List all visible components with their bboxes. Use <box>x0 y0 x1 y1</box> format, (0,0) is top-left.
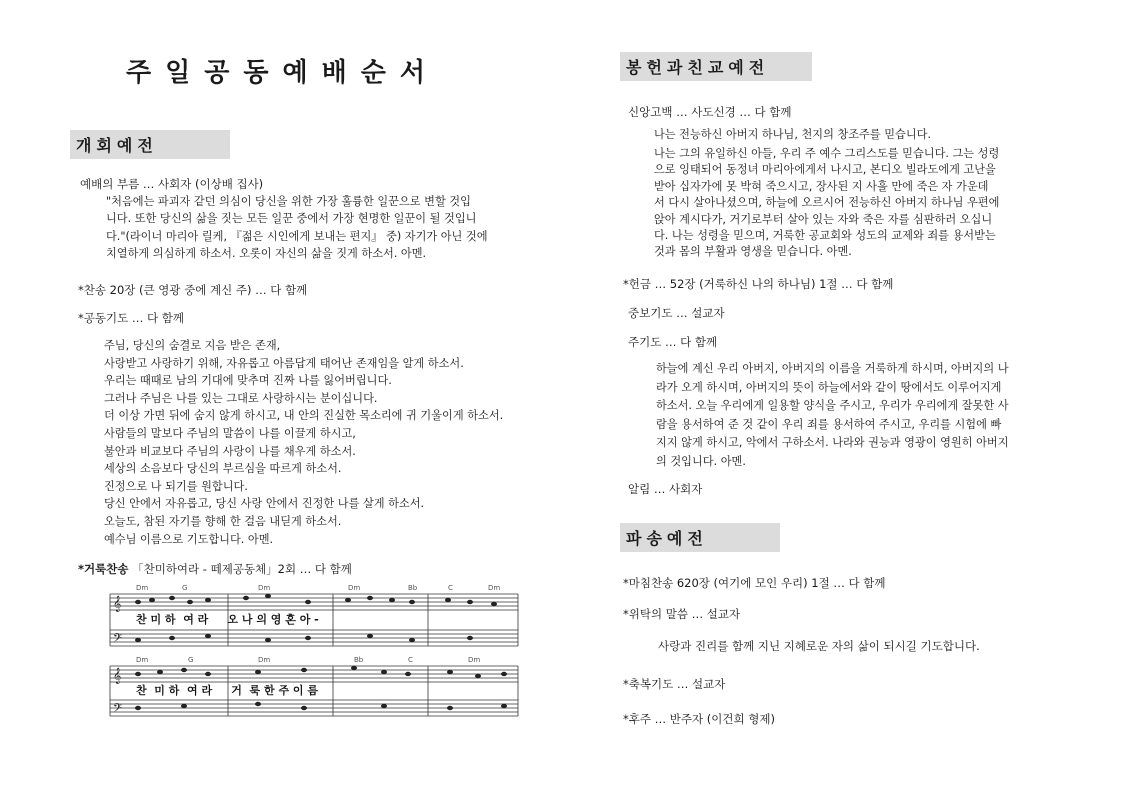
commission-item: *위탁의 말씀 … 설교자 <box>623 607 741 621</box>
benediction-item: *축복기도 … 설교자 <box>623 677 726 691</box>
text-line: 받아 십자가에 못 박혀 죽으시고, 장사된 지 사흘 만에 죽은 자 가운데 <box>654 179 989 193</box>
prayer-line: 그러나 주님은 나를 있는 그대로 사랑하시는 분이십니다. <box>104 391 378 405</box>
holy-hymn-detail: 「찬미하여라 - 떼제공동체」2회 … 다 함께 <box>132 562 352 576</box>
chord-label: Bb <box>354 656 364 664</box>
chord-label: G <box>188 656 194 664</box>
text-line: 으로 잉태되어 동정녀 마리아에게서 나시고, 본디오 빌라도에게 고난을 <box>654 163 996 177</box>
section-heading-opening: 개회예전 <box>70 130 230 159</box>
chord-label: C <box>408 656 413 664</box>
lords-prayer-text <box>656 360 1009 472</box>
prayer-line: 예수님 이름으로 기도합니다. 아멘. <box>104 532 274 546</box>
text-line: 하소서. 오늘 우리에게 일용할 양식을 주시고, 우리가 우리에게 잘못한 사 <box>656 399 1009 413</box>
text-line: 라가 오게 하시며, 아버지의 뜻이 하늘에서와 같이 땅에서도 이루어지게 <box>656 380 1002 394</box>
text-line: "처음에는 파괴자 같던 의심이 당신을 위한 가장 훌륭한 일꾼으로 변할 것입 <box>106 195 471 208</box>
chord-label: Dm <box>488 584 501 592</box>
prayer-line: 더 이상 가면 뒤에 숨지 않게 하시고, 내 안의 진실한 목소리에 귀 기울이게 하소서. <box>104 409 504 423</box>
music-score <box>108 580 520 722</box>
hymn-item: *찬송 20장 (큰 영광 중에 계신 주) … 다 함께 <box>78 283 308 297</box>
lyrics-line: 찬 미 하 여 라 거 룩 한 주 이 름 <box>136 684 318 697</box>
prayer-line: 주님, 당신의 숨결로 지음 받은 존재, <box>104 339 281 352</box>
call-to-worship-text <box>106 193 488 263</box>
chord-label: C <box>448 584 453 592</box>
bass-clef-icon: 𝄢 <box>113 702 123 718</box>
holy-hymn-label: *거룩찬송 <box>78 562 129 576</box>
text-line: 치열하게 의심하게 하소서. 오롯이 자신의 삶을 짓게 하소서. 아멘. <box>106 247 427 261</box>
text-line: 람을 용서하여 준 것 같이 우리 죄를 용서하여 주시고, 우리를 시험에 빠 <box>656 417 1002 431</box>
text-line: 다."(라이너 마리아 릴케, 『젊은 시인에게 보내는 편지』 중) 자기가 아닌 것에 <box>106 229 488 243</box>
closing-hymn-item: *마침찬송 620장 (여기에 모인 우리) 1절 … 다 함께 <box>623 576 886 590</box>
text-line: 하늘에 계신 우리 아버지, 아버지의 이름을 거룩하게 하시며, 아버지의 나 <box>656 362 1009 375</box>
text-line: 나는 전능하신 아버지 하나님, 천지의 창조주를 믿습니다. <box>654 128 932 141</box>
treble-clef-icon: 𝄞 <box>113 668 122 684</box>
offering-item: *헌금 … 52장 (거룩하신 나의 하나님) 1절 … 다 함께 <box>623 277 894 291</box>
section-heading-offering: 봉헌과친교예전 <box>620 52 812 81</box>
chord-label: Dm <box>136 656 149 664</box>
text-line: 지지 않게 하시고, 악에서 구하소서. 나라와 권능과 영광이 영원히 아버지 <box>656 436 1009 450</box>
text-line: 앉아 계시다가, 거기로부터 살아 있는 자와 죽은 자를 심판하러 오십니 <box>654 212 993 226</box>
prayer-line: 우리는 때때로 남의 기대에 맞추며 진짜 나를 잃어버립니다. <box>104 374 392 388</box>
treble-clef-icon: 𝄞 <box>113 596 122 612</box>
right-page <box>566 0 1131 800</box>
prayer-line: 사랑받고 사랑하기 위해, 자유롭고 아름답게 태어난 존재임을 알게 하소서. <box>104 356 464 370</box>
prayer-line: 오늘도, 참된 자기를 향해 한 걸음 내딛게 하소서. <box>104 514 342 528</box>
text-line: 나는 그의 유일하신 아들, 우리 주 예수 그리스도를 믿습니다. 그는 성령 <box>654 147 1000 160</box>
text-line: 의 것입니다. 아멘. <box>656 454 746 468</box>
text-line: 다. 나는 성령을 믿으며, 거룩한 공교회와 성도의 교제와 죄를 용서받는 <box>654 229 996 243</box>
text-line: 서 다시 살아나셨으며, 하늘에 오르시어 전능하신 아버지 하나님 우편에 <box>654 196 1000 210</box>
text-line: 니다. 또한 당신의 삶을 짓는 모든 일꾼 중에서 가장 현명한 일꾼이 될 것입니 <box>106 212 477 226</box>
postlude-item: *후주 … 반주자 (이건희 형제) <box>623 712 775 726</box>
text-line: 것과 몸의 부활과 영생을 믿습니다. 아멘. <box>654 245 852 259</box>
call-to-worship-label: 예배의 부름 … 사회자 (이상배 집사) <box>80 177 264 191</box>
lyrics-line: 찬 미 하 여 라 오 나 의 영 혼 아 - <box>136 613 319 626</box>
section-heading-sending: 파송예전 <box>620 523 780 552</box>
common-prayer-label: *공동기도 … 다 함께 <box>78 311 184 325</box>
creed-label: 신앙고백 … 사도신경 … 다 함께 <box>628 105 792 119</box>
creed-text-1 <box>654 126 931 143</box>
chord-label: Bb <box>408 584 418 592</box>
creed-text-2 <box>654 146 999 261</box>
prayer-line: 당신 안에서 자유롭고, 당신 사랑 안에서 진정한 나를 살게 하소서. <box>104 497 425 511</box>
chord-label: Dm <box>258 656 271 664</box>
page-title: 주일공동예배순서 <box>126 58 439 88</box>
lords-prayer-label: 주기도 … 다 함께 <box>628 335 718 349</box>
prayer-line: 진정으로 나 되기를 원합니다. <box>104 479 248 493</box>
prayer-line: 불안과 비교보다 주님의 사랑이 나를 채우게 하소서. <box>104 444 356 458</box>
left-page <box>0 0 565 800</box>
prayer-line: 사람들의 말보다 주님의 말씀이 나를 이끌게 하시고, <box>104 426 356 440</box>
announcements-item: 알림 … 사회자 <box>628 482 703 496</box>
chord-label: Dm <box>258 584 271 592</box>
common-prayer-text <box>104 337 503 548</box>
chord-label: Dm <box>468 656 481 664</box>
chord-label: Dm <box>348 584 361 592</box>
chord-label: G <box>182 584 188 592</box>
chord-label: Dm <box>136 584 149 592</box>
bass-clef-icon: 𝄢 <box>113 632 123 648</box>
prayer-line: 세상의 소음보다 당신의 부르심을 따르게 하소서. <box>104 462 342 476</box>
holy-hymn-item <box>78 561 352 577</box>
intercession-item: 중보기도 … 설교자 <box>628 306 725 320</box>
commission-text: 사랑과 진리를 함께 지닌 지혜로운 자의 삶이 되시길 기도합니다. <box>658 639 980 653</box>
